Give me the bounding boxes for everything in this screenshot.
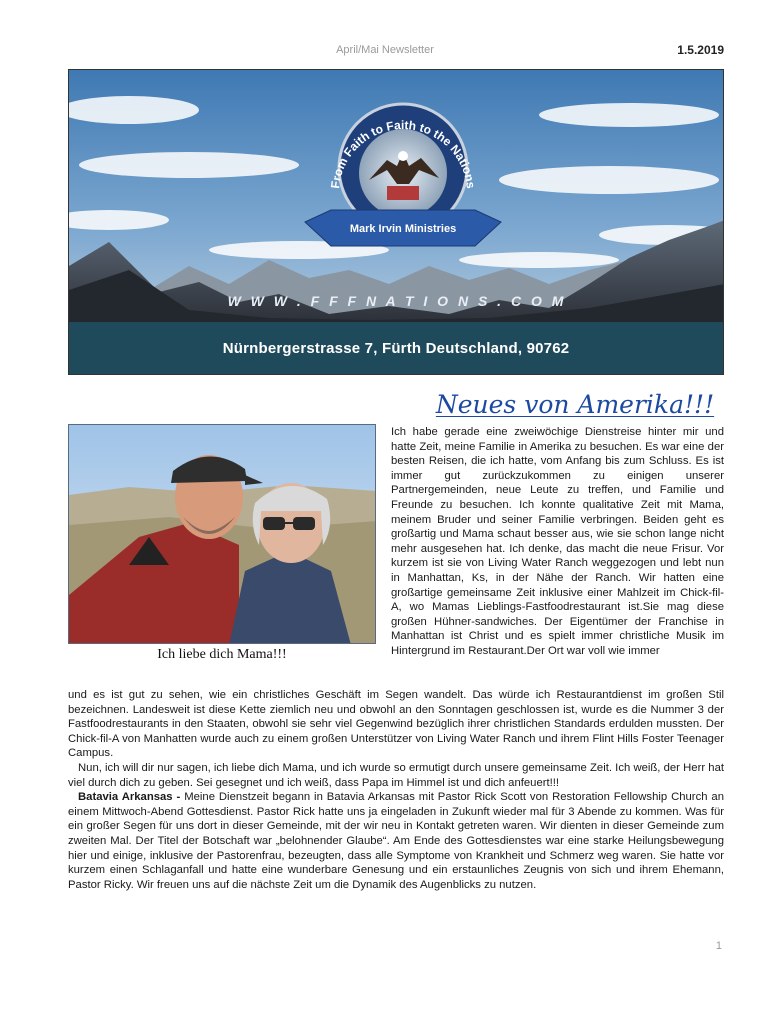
article-paragraph-mama: Nun, ich will dir nur sagen, ich liebe dich Mama, und ich wurde so ermutigt durch unsere gemeinsame Zeit. Ich weiß, der Herr hat viel durch dich zu geben. Sei gesegnet und ich weiß, dass Papa im Himmel ist und dich anfeuert!!! (68, 761, 724, 789)
article-paragraph-batavia (68, 790, 724, 892)
website-text: W W W . F F F N A T I O N S . C O M (227, 293, 567, 309)
batavia-lead: Batavia Arkansas - (78, 791, 185, 804)
selfie-photo (68, 424, 376, 644)
article-paragraph-continued: und es ist gut zu sehen, wie ein christliches Geschäft im Segen wandelt. Das würde ich Restaurantdienst im großen Stil bezeichnen. Landesweit ist diese Kette ziemlich neu und obwohl an den Sonntagen geschlossen ist, wurde es die Nummer 3 der Fastfoodrestaurants in den Staaten, obwohl sie sehr viel Gegenwind bezüglich ihrer christlichen Standards erdulden mussten. Der Chick-fil-A von Manhatten wurde auch zu einem großen Unterstützer von Living Water Ranch und ihrem Flint Hills Foster Teenager Campus. (68, 689, 724, 760)
article-headline: Neues von Amerika!!! (435, 390, 715, 419)
article-paragraph-intro: Ich habe gerade eine zweiwöchige Dienstreise hinter mir und hatte Zeit, meine Familie in Amerika zu besuchen. Es war eine der besten Reisen, die ich hatte, vom Anfang bis zum Schluss. Es ist immer gut zurückzukommen zu einigen unserer Partnergemeinden, neue Leute zu treffen, und Familie und Freunde zu besuchen. Ich konnte qualitative Zeit mit Mama, meinem Bruder und seiner Familie verbringen. Beiden geht es großartig und Mama schaut besser aus, wie sie schon lange nicht mehr ausgesehen hat. Ich denke, das macht die neue Frisur. Vor kurzem ist sie von Living Water Ranch weggezogen und lebt nun in Manhattan, Ks, in der Nähe der Ranch. Wir hatten eine großartige gemeinsame Zeit inklusive einer Mahlzeit im Chick-fil-A, wo Mamas Lieblings-Fastfoodrestaurant ist.Sie mag diese großen Hühner-sandwiches. Der Eigentümer der Franchise in Manhattan ist Christ und es spielt immer christliche Musik im Hintergrund im Restaurant.Der Ort war voll wie immer (391, 426, 724, 657)
logo-ribbon-text: Mark Irvin Ministries (349, 223, 457, 235)
newsletter-date: 1.5.2019 (677, 43, 724, 57)
address-bar: Nürnbergerstrasse 7, Fürth Deutschland, 90762 (69, 322, 723, 374)
logo-ring-text: From Faith to Faith to the Nations (328, 117, 478, 190)
batavia-text: Meine Dienstzeit begann in Batavia Arkansas mit Pastor Rick Scott von Restoration Fellowship Church an einem Mittwoch-Abend Gottesdienst. Pastor Rick hatte uns ja eingeladen in Zukunft wieder mal für 3 Abende zu kommen. Was für ein großer Segen für uns dort in dieser Gemeinde, mit der wir neu in Kontakt getreten waren. Wir dienten in dieser Gemeinde zum zweiten Mal. Der Titel der Botschaft war „belohnender Glaube“. Am Ende des Gottesdienstes war eine starke Heilungsbewegung hier und einige, inklusive der Pastorenfrau, bezeugten, dass alle Symptome von Krankheit und Schmerz weg waren. Sie hatte vor kurzem einen Schlaganfall und hatte eine wunderbare Genesung und ein erstaunliches Zeugnis von sich und ihrem Ehemann, Pastor Ricky. Wir freuen uns auf die nächste Zeit um die Dynamik des Augenblicks zu nutzen. (68, 791, 724, 891)
article-body (68, 688, 724, 892)
photo-caption: Ich liebe dich Mama!!! (157, 647, 287, 662)
newsletter-label: April/Mai Newsletter (336, 44, 434, 56)
page-number: 1 (715, 940, 722, 952)
photo-image (69, 425, 376, 644)
header-banner (68, 69, 724, 375)
